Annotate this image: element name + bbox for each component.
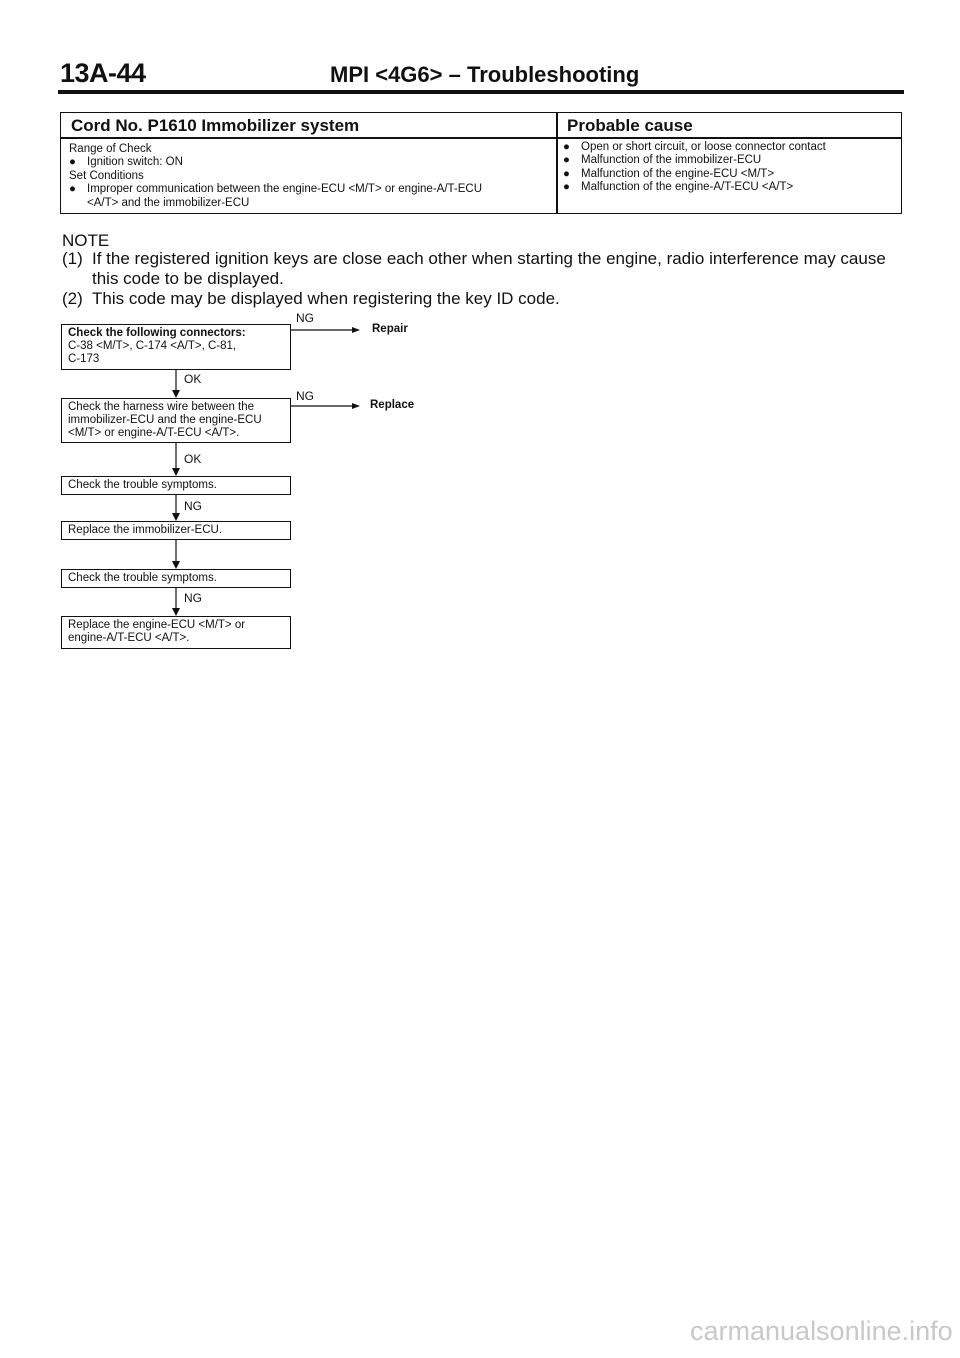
step-check-connectors: Check the following connectors: C-38 <M/T>, C-174 <A/T>, C-81, C-173 — [61, 324, 291, 370]
step-replace-immobilizer: Replace the immobilizer-ECU. — [61, 521, 291, 540]
note-text: If the registered ignition keys are close each other when starting the engine, radio interference may cause this code to be displayed. — [92, 249, 886, 288]
page-code: 13A-44 — [60, 58, 146, 88]
bullet-icon: ● — [563, 141, 570, 153]
ng-label: NG — [296, 389, 314, 403]
watermark: carmanualsonline.info — [690, 1316, 953, 1346]
ng-label: NG — [184, 591, 202, 605]
arrow-head-icon — [172, 513, 180, 521]
ok-label: OK — [184, 372, 202, 386]
step-check-symptoms: Check the trouble symptoms. — [61, 476, 291, 495]
code-heading: Cord No. P1610 Immobilizer system — [71, 116, 360, 135]
repair-action: Repair — [372, 323, 408, 335]
set-conditions-item: ● Improper communication between the engine-ECU <M/T> or engine-A/T-ECU — [69, 183, 483, 196]
step-replace-engine-ecu: Replace the engine-ECU <M/T> or engine-A/T-ECU <A/T>. — [61, 616, 291, 649]
arrow-head-icon — [172, 608, 180, 616]
bullet-icon: ● — [563, 181, 570, 194]
cause-item: ● Malfunction of the engine-A/T-ECU <A/T> — [563, 181, 794, 194]
note-text: This code may be displayed when registering the key ID code. — [92, 289, 560, 308]
page-title: MPI <4G6> – Troubleshooting — [330, 62, 640, 87]
set-conditions-item-continued: <A/T> and the immobilizer-ECU — [87, 196, 250, 209]
replace-action: Replace — [370, 399, 415, 411]
cause-item: ● Malfunction of the engine-ECU <M/T> — [563, 167, 775, 180]
cause-item: ● Malfunction of the immobilizer-ECU — [563, 154, 762, 167]
step-check-symptoms-again: Check the trouble symptoms. — [61, 569, 291, 588]
set-conditions-label: Set Conditions — [69, 169, 144, 182]
arrow-head-icon — [172, 561, 180, 569]
probable-cause-heading: Probable cause — [567, 116, 693, 135]
arrow-right-icon — [352, 327, 360, 333]
cause-item: ● Open or short circuit, or loose connector contact — [563, 141, 826, 153]
note-number: (2) — [62, 289, 83, 308]
arrow-head-icon — [172, 468, 180, 476]
ng-label: NG — [296, 311, 314, 325]
bullet-icon: ● — [69, 183, 76, 196]
bullet-icon: ● — [563, 167, 570, 180]
ng-label: NG — [184, 499, 202, 513]
note-number: (1) — [62, 249, 83, 268]
arrow-head-icon — [172, 390, 180, 398]
bullet-icon: ● — [69, 156, 76, 169]
range-of-check-label: Range of Check — [69, 143, 152, 155]
range-of-check-item: ● Ignition switch: ON — [69, 156, 183, 169]
bullet-icon: ● — [563, 154, 570, 167]
note-heading: NOTE — [62, 231, 110, 250]
ok-label: OK — [184, 452, 202, 466]
arrow-right-icon — [352, 403, 360, 409]
step-check-harness: Check the harness wire between the immobilizer-ECU and the engine-ECU <M/T> or engine-A/T-ECU <A/T>. — [61, 398, 291, 443]
